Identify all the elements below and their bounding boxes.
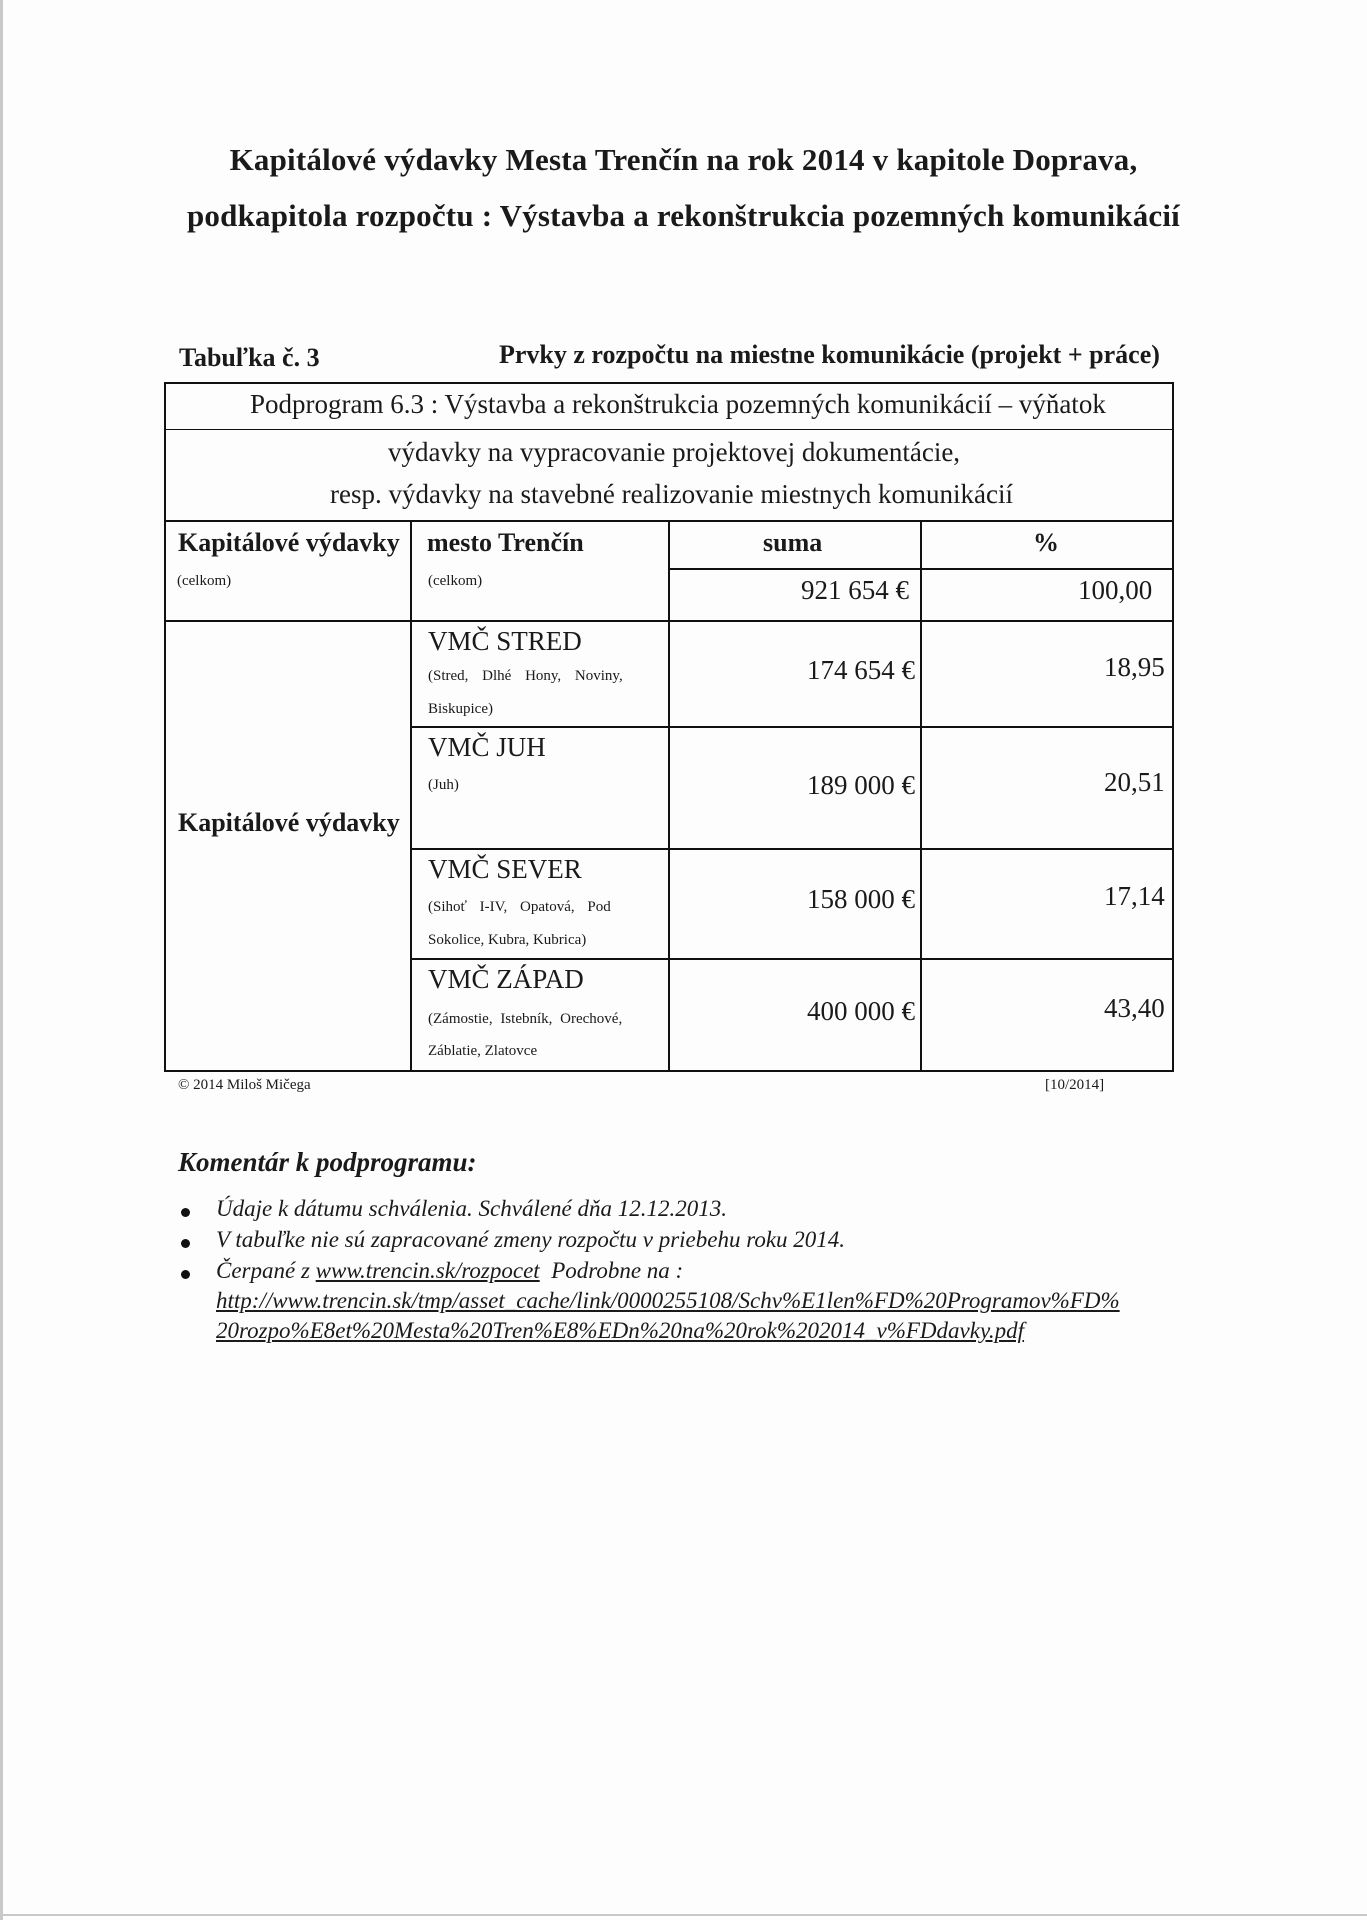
bullet-icon (181, 1239, 190, 1248)
comment-bullet-3 (216, 1258, 683, 1284)
district-detail: Biskupice) (428, 701, 493, 717)
district-detail: Záblatie, Zlatovce (428, 1043, 538, 1059)
copyright: © 2014 Miloš Mičega (178, 1077, 311, 1093)
district-detail: (Sihoť I-IV, Opatová, Pod (428, 899, 611, 915)
col-header-capital-sub: (celkom) (177, 573, 232, 589)
district-percent: 43,40 (1104, 993, 1165, 1023)
district-detail: (Zámostie, Istebník, Orechové, (428, 1011, 623, 1027)
table-subject: Prvky z rozpočtu na miestne komunikácie (projekt + práce) (499, 340, 1160, 369)
comment-bullet-3-prefix: Čerpané z (216, 1258, 316, 1283)
document-date: [10/2014] (1045, 1077, 1105, 1093)
subprogram-line3: resp. výdavky na stavebné realizovanie miestnych komunikácií (330, 479, 1014, 509)
district-name: VMČ ZÁPAD (428, 964, 584, 994)
district-name: VMČ SEVER (428, 854, 582, 884)
bullet-icon (181, 1270, 190, 1279)
district-sum: 189 000 € (807, 770, 915, 800)
comment-bullet-2: V tabuľke nie sú zapracované zmeny rozpočtu v priebehu roku 2014. (216, 1227, 846, 1252)
col-header-percent: % (1033, 528, 1059, 557)
budget-link[interactable]: www.trencin.sk/rozpocet (315, 1258, 540, 1283)
district-detail: Sokolice, Kubra, Kubrica) (428, 932, 587, 948)
detail-url-line1[interactable]: http://www.trencin.sk/tmp/asset_cache/link/0000255108/Schv%E1len%FD%20Programov%FD% (216, 1288, 1120, 1313)
district-sum: 174 654 € (807, 655, 915, 685)
scan-edge-left (0, 0, 3, 1920)
district-name: VMČ STRED (428, 626, 582, 656)
comment-bullet-3-suffix: Podrobne na : (539, 1258, 684, 1283)
district-percent: 20,51 (1104, 767, 1165, 797)
district-name: VMČ JUH (428, 732, 546, 762)
total-percent: 100,00 (1078, 575, 1153, 605)
scan-edge-bottom (0, 1914, 1367, 1916)
document-title-line1: Kapitálové výdavky Mesta Trenčín na rok 2014 v kapitole Doprava, (229, 142, 1138, 177)
comment-title: Komentár k podprogramu: (178, 1147, 477, 1177)
subprogram-line2: výdavky na vypracovanie projektovej dokumentácie, (388, 437, 961, 467)
bullet-icon (181, 1208, 190, 1217)
total-sum: 921 654 € (801, 575, 909, 605)
document-title-line2: podkapitola rozpočtu : Výstavba a rekonštrukcia pozemných komunikácií (186, 198, 1180, 233)
district-detail: (Stred, Dlhé Hony, Noviny, (428, 668, 623, 684)
col-header-city: mesto Trenčín (427, 528, 584, 557)
district-percent: 18,95 (1104, 652, 1165, 682)
district-sum: 158 000 € (807, 884, 915, 914)
table-number: Tabuľka č. 3 (179, 343, 320, 372)
district-detail: (Juh) (428, 777, 459, 793)
col-header-sum: suma (763, 528, 823, 557)
district-sum: 400 000 € (807, 996, 915, 1026)
col-header-city-sub: (celkom) (428, 573, 483, 589)
comment-bullet-1: Údaje k dátumu schválenia. Schválené dňa 12.12.2013. (216, 1196, 727, 1221)
col-header-capital: Kapitálové výdavky (178, 528, 400, 557)
district-percent: 17,14 (1104, 881, 1165, 911)
row-group-label: Kapitálové výdavky (178, 808, 400, 837)
detail-url-line2[interactable]: 20rozpo%E8et%20Mesta%20Tren%E8%EDn%20na%20rok%202014_v%FDdavky.pdf (216, 1318, 1025, 1343)
subprogram-line1: Podprogram 6.3 : Výstavba a rekonštrukcia pozemných komunikácií – výňatok (250, 389, 1106, 419)
